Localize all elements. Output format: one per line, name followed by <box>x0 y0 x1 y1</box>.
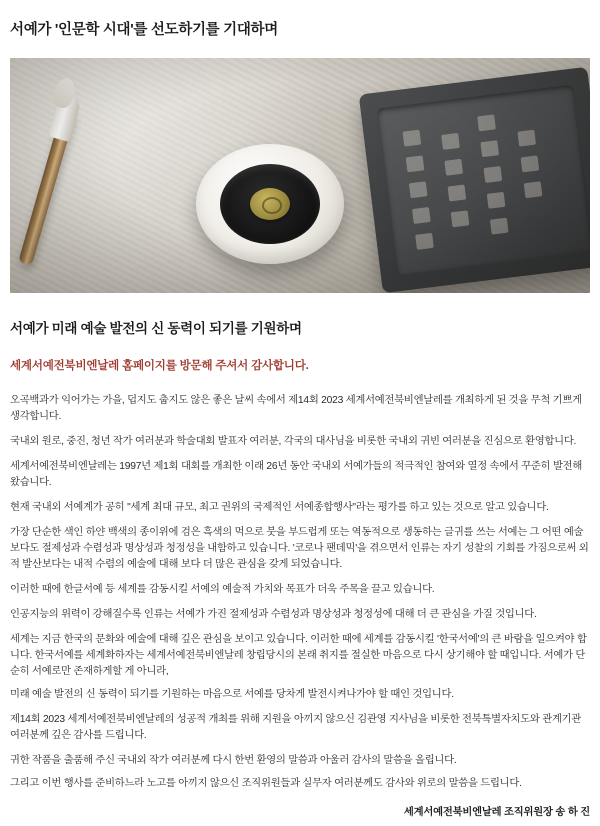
paragraph: 세계서예전북비엔날레는 1997년 제1회 대회를 개최한 이래 26년 동안 국내외 서예가들의 적극적인 참여와 열정 속에서 꾸준히 발전해 왔습니다. <box>10 461 583 489</box>
image-vignette <box>10 58 590 293</box>
section-subtitle: 서예가 미래 예술 발전의 신 동력이 되기를 기원하며 <box>10 321 302 337</box>
paragraph: 현재 국내외 서예계가 공히 "세계 최대 규모, 최고 권위의 국제적인 서예종합행사"라는 평가를 하고 있는 것으로 알고 있습니다. <box>10 502 549 514</box>
letter-body <box>0 393 600 791</box>
paragraph: 이러한 때에 한글서예 등 세계를 감동시킬 서예의 예술적 가치와 목표가 더욱 주목을 끌고 있습니다. <box>10 584 435 596</box>
welcome-line: 세계서예전북비엔날레 홈페이지를 방문해 주셔서 감사합니다. <box>10 359 309 372</box>
paragraph: 귀한 작품을 출품해 주신 국내외 작가 여러분께 다시 한번 환영의 말씀과 아울러 감사의 말씀을 올립니다. <box>10 754 457 766</box>
document-page <box>0 10 600 818</box>
paragraph: 오곡백과가 익어가는 가을, 덥지도 춥지도 않은 좋은 날씨 속에서 제14회 2023 세계서예전북비엔날레를 개최하게 된 것을 무척 기쁘게 생각합니다. <box>10 395 582 423</box>
paragraph: 국내외 원로, 중진, 청년 작가 여러분과 학술대회 발표자 여러분, 각국의 대사님을 비롯한 국내외 귀빈 여러분을 진심으로 환영합니다. <box>10 436 577 448</box>
paragraph: 미래 예술 발전의 신 동력이 되기를 기원하는 마음으로 서예를 당차게 발전시켜나가야 할 때인 것입니다. <box>10 688 454 700</box>
paragraph: 세계는 지금 한국의 문화와 예술에 대해 깊은 관심을 보이고 있습니다. 이러한 때에 세계를 감동시킬 '한국서예'의 큰 바람을 일으켜야 합니다. 한국서예를 세계화하자는 세계서예전북비엔날레 창립당시의 본래 취지를 절실한 마음으로 다시 상기해야 할 때입니다. 서예가 단순히 서예로만 존재하게할 게 아니라, <box>10 633 587 677</box>
paragraph: 인공지능의 위력이 강해질수록 인류는 서예가 가진 절제성과 수렴성과 명상성과 청정성에 대해 더 큰 관심을 가질 것입니다. <box>10 608 537 620</box>
hero-image <box>10 58 590 293</box>
paragraph: 가장 단순한 색인 하얀 백색의 종이위에 검은 흑색의 먹으로 붓을 부드럽게 또는 역동적으로 생동하는 글귀를 쓰는 서예는 그 어떤 예술보다도 절제성과 수렴성과 명상성과 청정성을 내함하고 있습니다. '코로나 팬데믹'을 겪으면서 인류는 자기 성찰의 기회를 가짐으로써 외적 발산보다는 내적 수렴의 예술에 대해 보다 더 많은 관심을 갖게 되었습니다. <box>10 527 589 571</box>
page-title: 서예가 '인문학 시대'를 선도하기를 기대하며 <box>10 21 278 38</box>
paragraph: 그리고 이번 행사를 준비하느라 노고를 아끼지 않으신 조직위원들과 실무자 여러분께도 감사와 위로의 말씀을 드립니다. <box>10 777 522 789</box>
signature-line: 세계서예전북비엔날레 조직위원장 송 하 진 <box>403 806 590 818</box>
paragraph: 제14회 2023 세계서예전북비엔날레의 성공적 개최를 위해 지원을 아끼지 않으신 김관영 지사님을 비롯한 전북특별자치도와 관계기관 여러분께 깊은 감사를 드립니다. <box>10 713 582 741</box>
